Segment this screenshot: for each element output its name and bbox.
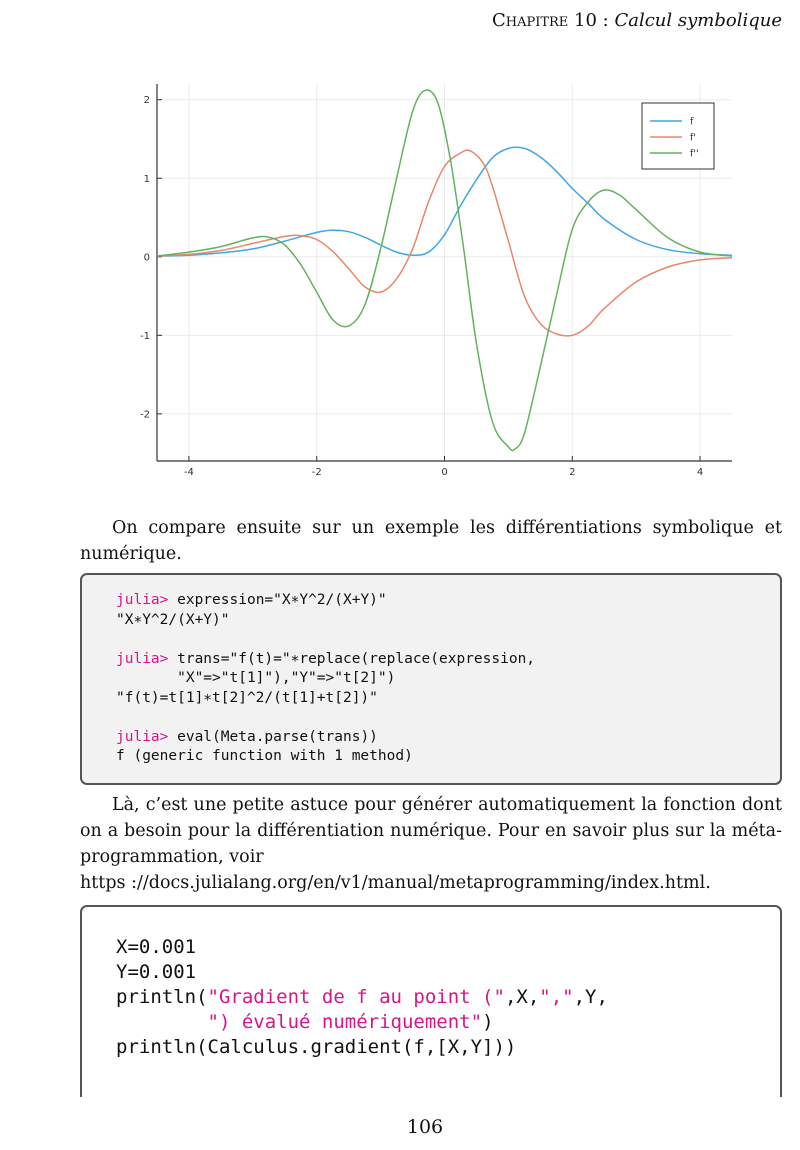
code-string: ") évalué numériquement" [207, 1011, 483, 1033]
y-tick-label: 1 [143, 173, 150, 185]
legend-label: f' [690, 132, 696, 144]
chapter-title: Calcul symbolique [614, 10, 782, 31]
y-tick-label: -2 [140, 409, 150, 421]
chart-legend [642, 103, 714, 169]
chapter-number: 10 : [574, 10, 609, 31]
repl-output: "f(t)=t[1]∗t[2]^2/(t[1]+t[2])" [116, 689, 378, 706]
code-string: "Gradient de f au point (" [207, 986, 505, 1008]
legend-label: f [690, 116, 694, 128]
repl-output: "X∗Y^2/(X+Y)" [116, 611, 230, 628]
repl-input: "X"=>"t[1]"),"Y"=>"t[2]") [116, 670, 396, 686]
x-tick-label: -4 [183, 467, 194, 478]
legend-box [642, 103, 714, 169]
gradient-code: X=0.001 Y=0.001 println("Gradient de f au point (",X,",",Y, ") évalué numériquement") println(Calculus.gradient(f,[X,Y])) [116, 936, 608, 1058]
code-line: println(Calculus.gradient(f,[X,Y])) [116, 1036, 517, 1058]
repl-input: trans="f(t)="∗replace(replace(expression, [168, 650, 536, 667]
paragraph-comparison: On compare ensuite sur un exemple les différentiations symbolique et numérique. [80, 518, 782, 564]
code-string: "," [539, 986, 574, 1008]
page-number: 106 [406, 1116, 444, 1138]
chapter-word: Chapitre [491, 10, 569, 31]
code-line: Y=0.001 [116, 961, 197, 983]
code-line: X=0.001 [116, 936, 197, 958]
paragraph-metaprogramming: Là, c’est une petite astuce pour générer automatiquement la fonction dont on a besoin pour la différentiation numérique. Pour en savoir plus sur la méta-programmation, voir https ://docs.julialang.org/en/v1/manual/metaprogramming/index.html. [80, 795, 782, 893]
repl-output: f (generic function with 1 method) [116, 748, 413, 764]
repl-input: expression="X∗Y^2/(X+Y)" [168, 592, 387, 608]
x-tick-label: 4 [696, 467, 704, 478]
x-tick-label: 0 [441, 467, 448, 478]
x-tick-label: 2 [569, 467, 576, 478]
repl-prompt: julia> [116, 592, 169, 608]
gradient-code-block [80, 905, 782, 1097]
repl-prompt: julia> [116, 650, 169, 667]
y-tick-label: 2 [143, 95, 150, 107]
julia-repl-code-block [80, 573, 782, 785]
y-tick-label: -1 [140, 330, 150, 342]
x-tick-label: -2 [311, 467, 322, 478]
derivatives-line-chart [0, 0, 800, 500]
y-tick-label: 0 [143, 252, 150, 264]
repl-prompt: julia> [116, 728, 169, 745]
repl-code [116, 591, 535, 767]
legend-label: f'' [690, 148, 699, 160]
repl-input: eval(Meta.parse(trans)) [168, 728, 378, 745]
metaprogramming-url[interactable]: https ://docs.julialang.org/en/v1/manual/metaprogramming/index.html. [80, 873, 711, 893]
